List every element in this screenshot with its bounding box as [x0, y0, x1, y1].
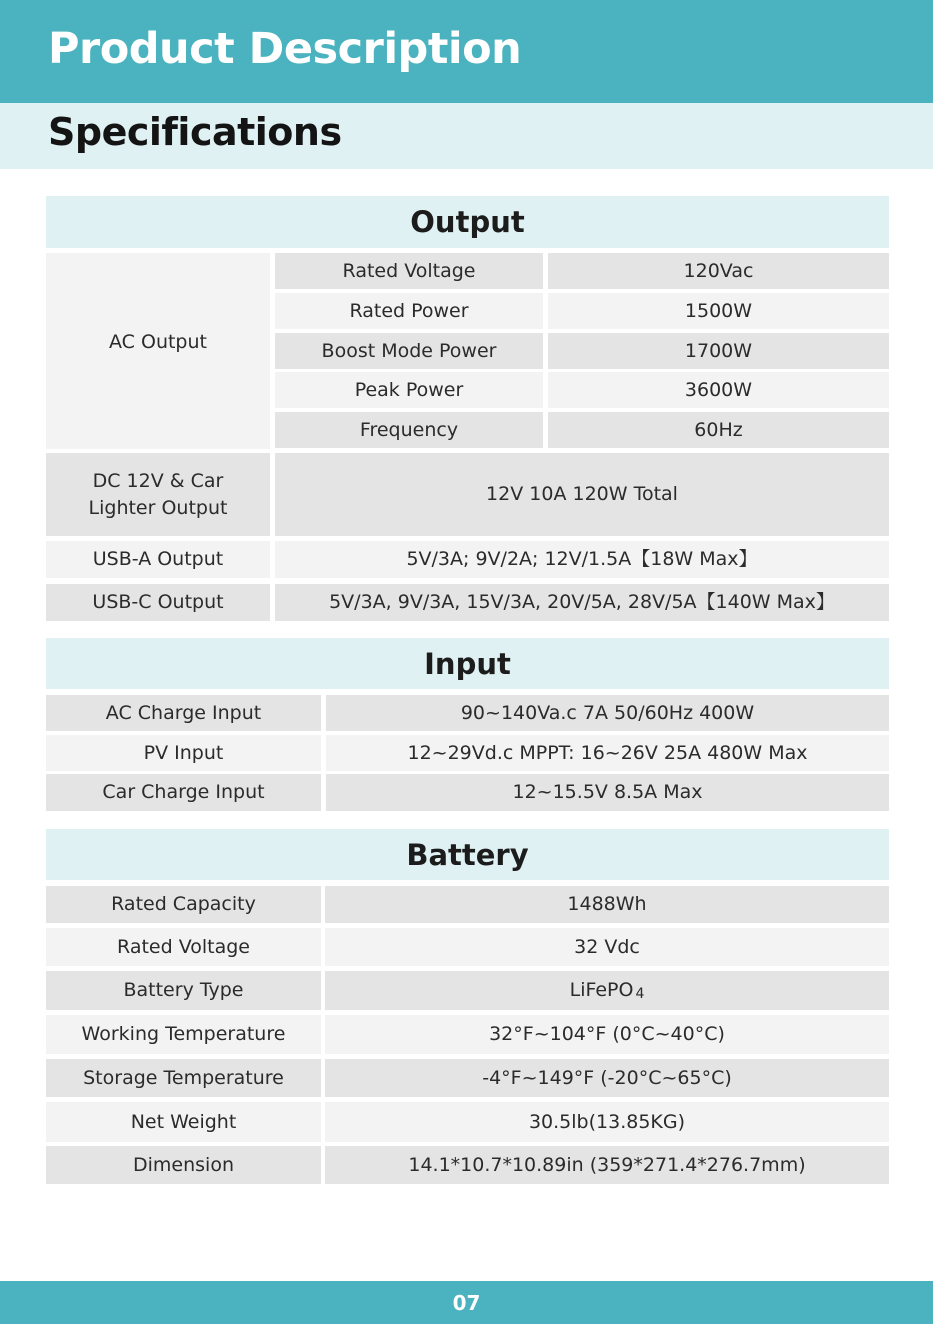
dc-output-label-line1: DC 12V & Car [92, 469, 224, 492]
ac-boost-mode-power-label: Boost Mode Power [275, 333, 543, 369]
car-charge-input-label: Car Charge Input [46, 774, 321, 811]
net-weight-label: Net Weight [46, 1102, 321, 1142]
dimension-label: Dimension [46, 1146, 321, 1184]
ac-rated-power-value: 1500W [548, 293, 889, 329]
battery-type-value-subscript: 4 [635, 986, 645, 1002]
dc-output-label-line2: Lighter Output [88, 496, 228, 519]
ac-charge-input-value: 90~140Va.c 7A 50/60Hz 400W [326, 695, 889, 731]
storage-temperature-label: Storage Temperature [46, 1059, 321, 1097]
section-title: Specifications [48, 110, 342, 154]
dimension-value: 14.1*10.7*10.89in (359*271.4*276.7mm) [325, 1146, 889, 1184]
page-title: Product Description [48, 24, 522, 74]
battery-type-value-main: LiFePO [569, 979, 634, 1001]
usb-c-output-value: 5V/3A, 9V/3A, 15V/3A, 20V/5A, 28V/5A【140W Max】 [275, 584, 889, 621]
ac-charge-input-label: AC Charge Input [46, 695, 321, 731]
ac-rated-power-label: Rated Power [275, 293, 543, 329]
ac-frequency-value: 60Hz [548, 412, 889, 448]
ac-output-label: AC Output [46, 253, 270, 449]
dc-output-label [46, 453, 270, 536]
working-temperature-value: 32°F~104°F (0°C~40°C) [325, 1015, 889, 1054]
ac-rated-voltage-label: Rated Voltage [275, 253, 543, 289]
dc-output-value: 12V 10A 120W Total [275, 453, 889, 536]
battery-type-value [325, 971, 889, 1010]
page-footer [0, 1281, 933, 1324]
page-number: 07 [452, 1290, 481, 1315]
usb-c-output-label: USB-C Output [46, 584, 270, 621]
pv-input-label: PV Input [46, 735, 321, 771]
usb-a-output-value: 5V/3A; 9V/2A; 12V/1.5A【18W Max】 [275, 541, 889, 578]
battery-rated-voltage-value: 32 Vdc [325, 928, 889, 966]
ac-frequency-label: Frequency [275, 412, 543, 448]
car-charge-input-value: 12~15.5V 8.5A Max [326, 774, 889, 811]
battery-type-label: Battery Type [46, 971, 321, 1010]
input-section-header: Input [46, 638, 889, 689]
pv-input-value: 12~29Vd.c MPPT: 16~26V 25A 480W Max [326, 735, 889, 771]
storage-temperature-value: -4°F~149°F (-20°C~65°C) [325, 1059, 889, 1097]
ac-peak-power-value: 3600W [548, 372, 889, 408]
rated-capacity-label: Rated Capacity [46, 886, 321, 923]
net-weight-value: 30.5lb(13.85KG) [325, 1102, 889, 1142]
battery-rated-voltage-label: Rated Voltage [46, 928, 321, 966]
battery-section-header: Battery [46, 829, 889, 880]
usb-a-output-label: USB-A Output [46, 541, 270, 578]
working-temperature-label: Working Temperature [46, 1015, 321, 1054]
ac-peak-power-label: Peak Power [275, 372, 543, 408]
output-section-header: Output [46, 196, 889, 248]
ac-boost-mode-power-value: 1700W [548, 333, 889, 369]
ac-rated-voltage-value: 120Vac [548, 253, 889, 289]
rated-capacity-value: 1488Wh [325, 886, 889, 923]
